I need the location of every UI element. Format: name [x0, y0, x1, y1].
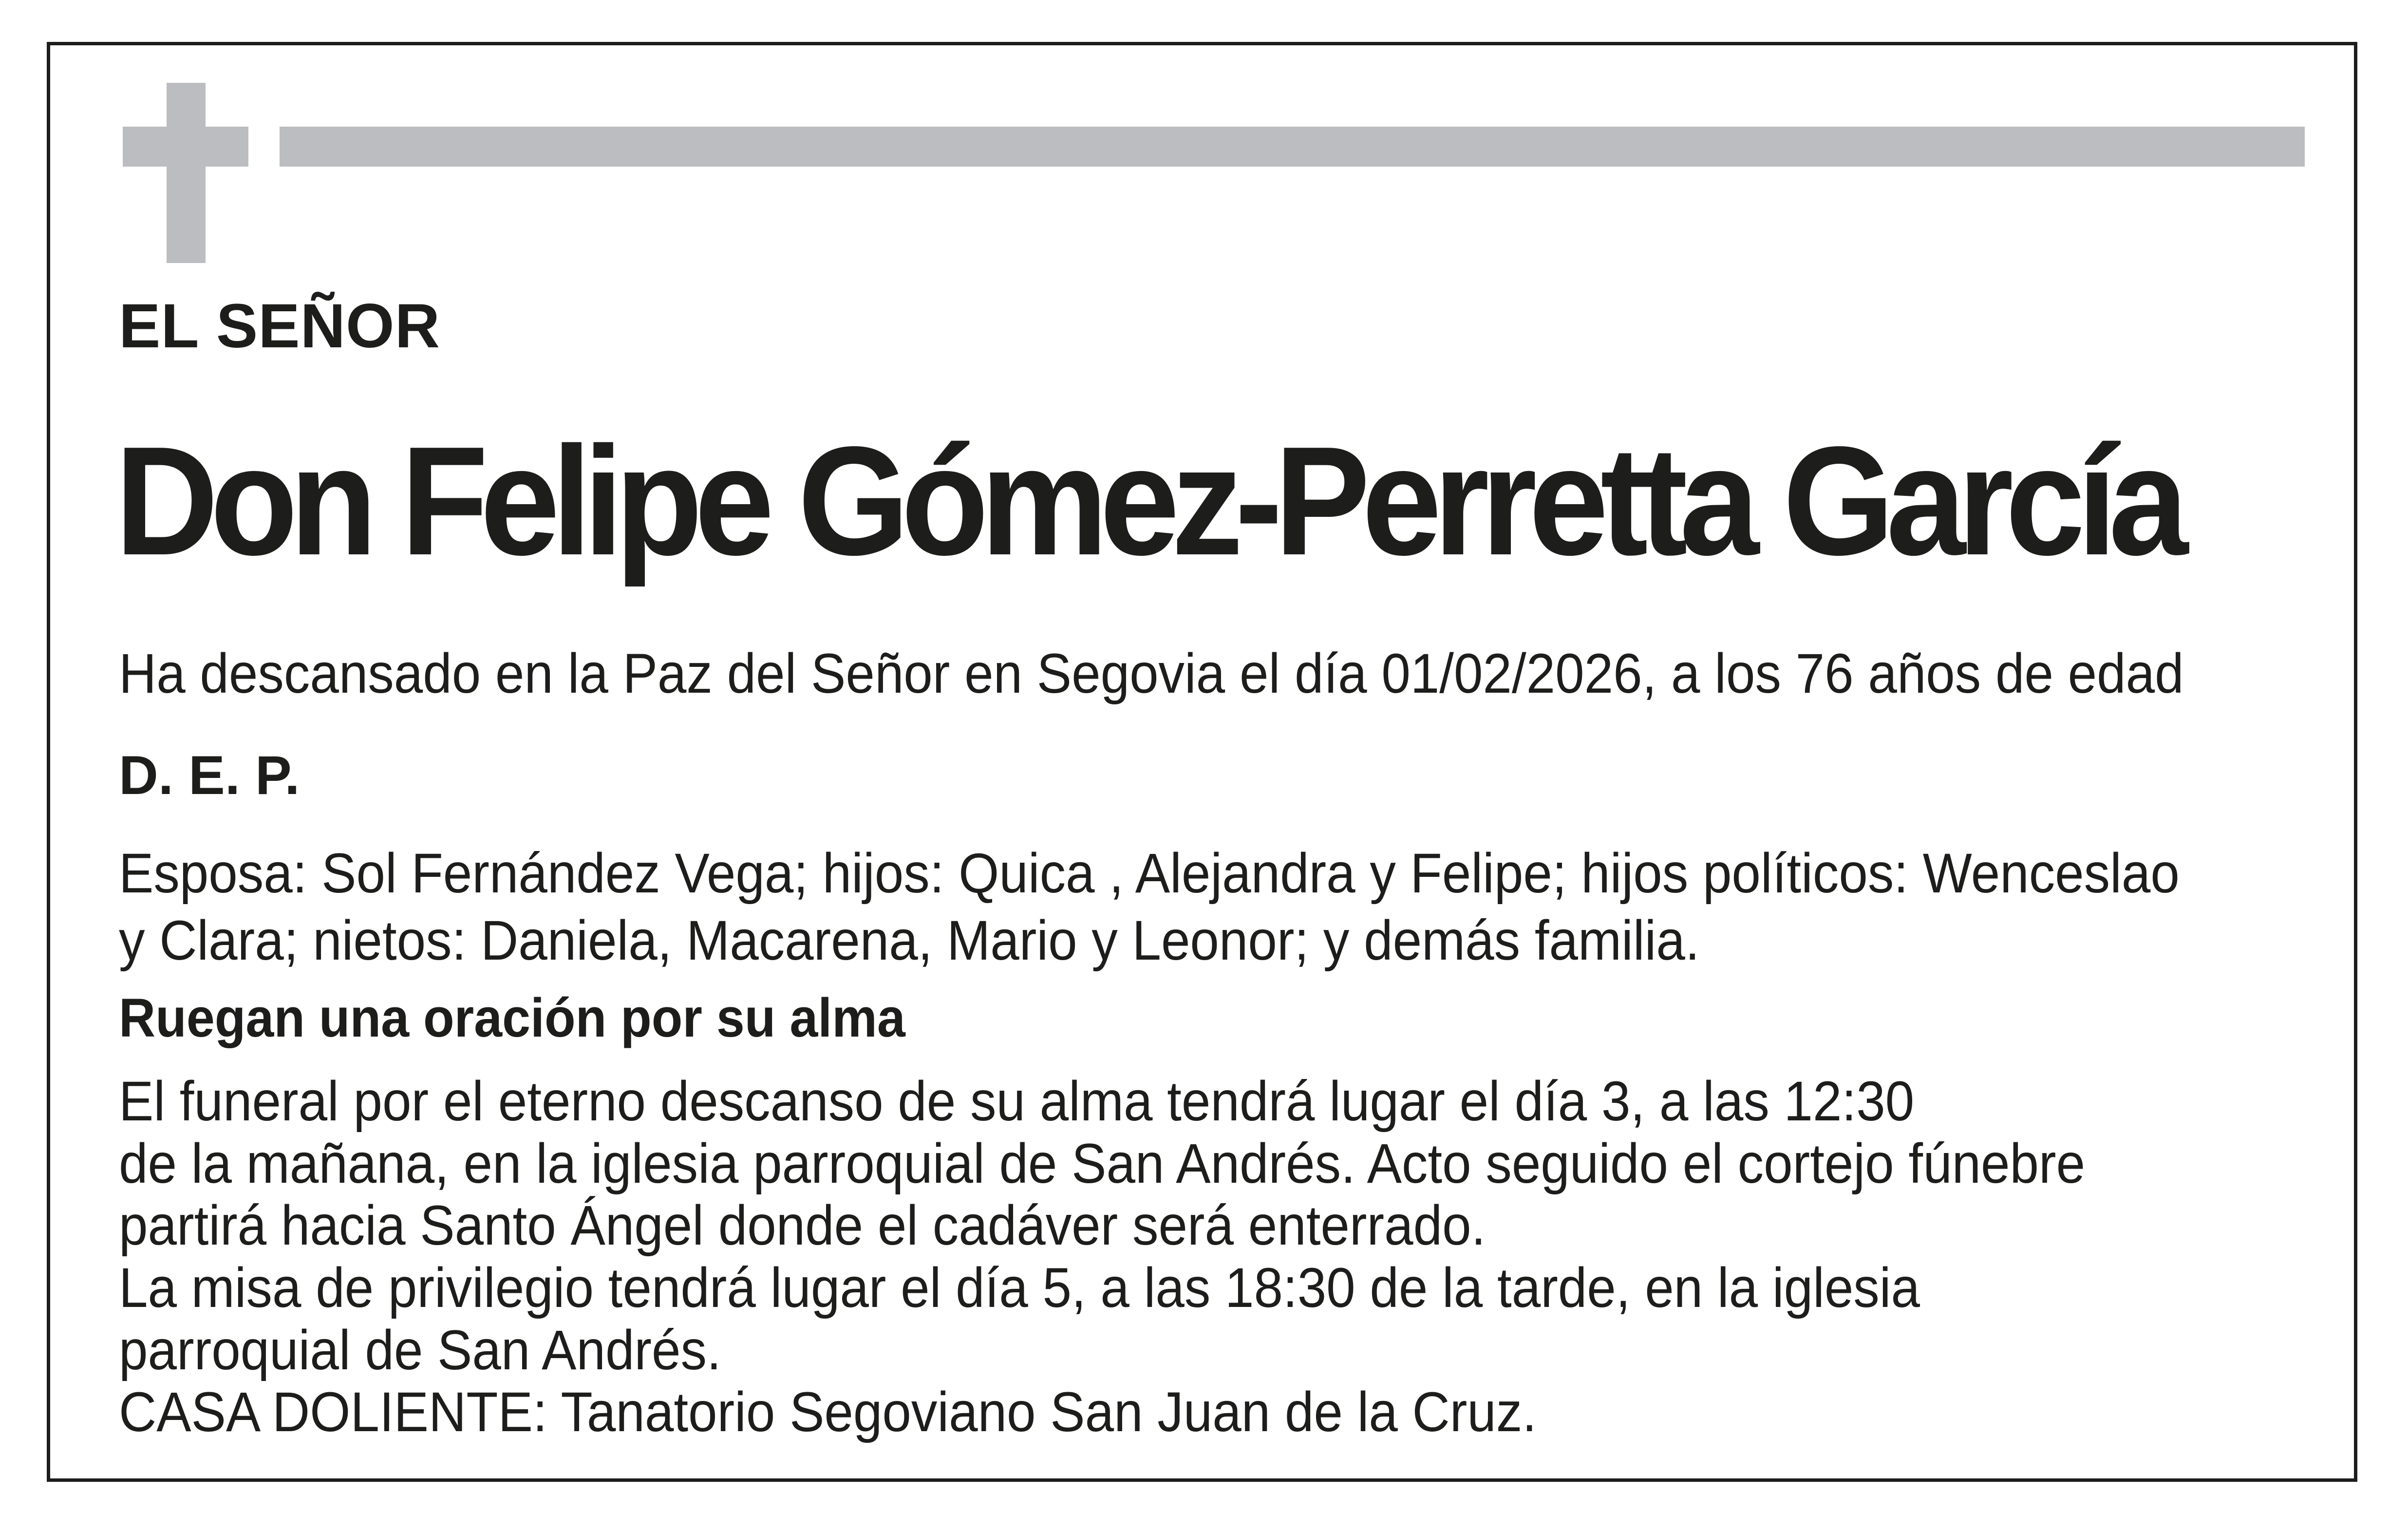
service-details	[119, 1071, 2085, 1444]
detail-line: CASA DOLIENTE: Tanatorio Segoviano San Juan de la Cruz.	[119, 1381, 1537, 1444]
death-announcement: Ha descansado en la Paz del Señor en Segovia el día 01/02/2026, a los 76 años de edad	[119, 643, 2184, 705]
header-rule	[280, 127, 2305, 167]
detail-line: La misa de privilegio tendrá lugar el día 5, a las 18:30 de la tarde, en la iglesia	[119, 1256, 1920, 1319]
title-prefix: EL SEÑOR	[119, 291, 440, 361]
detail-line: partirá hacia Santo Ángel donde el cadáver será enterrado.	[119, 1194, 1486, 1257]
detail-line: El funeral por el eterno descanso de su alma tendrá lugar el día 3, a las 12:30	[119, 1070, 1915, 1133]
family-line: Esposa: Sol Fernández Vega; hijos: Quica , Alejandra y Felipe; hijos políticos: Wenceslao	[119, 842, 2180, 905]
dep-label: D. E. P.	[119, 745, 300, 806]
cross-horizontal-bar	[123, 127, 248, 167]
cross-icon	[123, 83, 248, 263]
prayer-request: Ruegan una oración por su alma	[119, 987, 905, 1048]
detail-line: parroquial de San Andrés.	[119, 1319, 721, 1381]
detail-line: de la mañana, en la iglesia parroquial de San Andrés. Acto seguido el cortejo fúnebre	[119, 1132, 2086, 1195]
cross-vertical-bar	[167, 83, 206, 263]
deceased-name: Don Felipe Gómez-Perretta García	[115, 415, 2181, 587]
family-line: y Clara; nietos: Daniela, Macarena, Mario y Leonor; y demás familia.	[119, 909, 1700, 972]
family-list	[119, 840, 2180, 974]
